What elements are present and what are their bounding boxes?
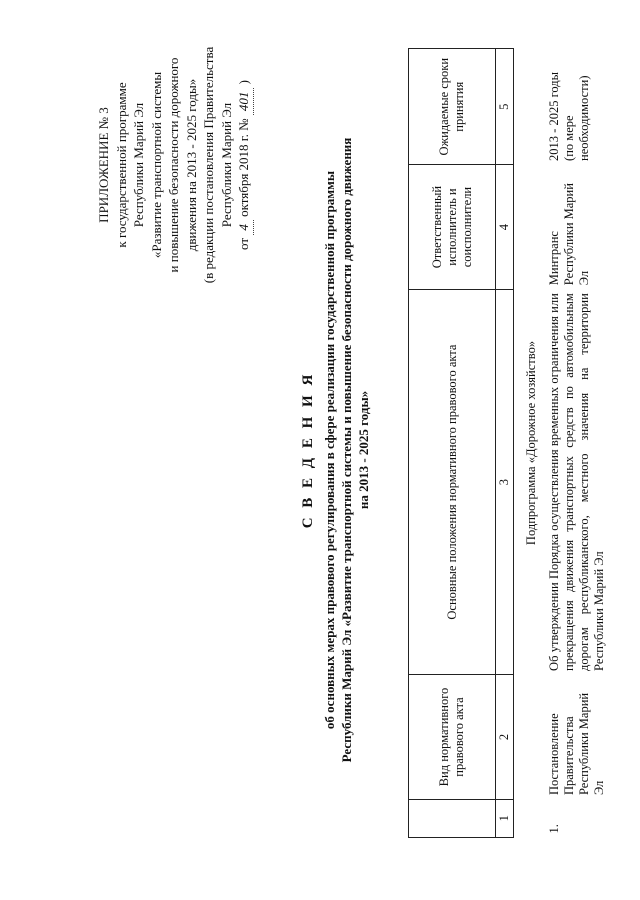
title-main: С В Е Д Е Н И Я (300, 371, 316, 529)
title-line: Республики Марий Эл «Развитие транспортной системы и повышение безопасности дорожного движения (339, 137, 354, 763)
row-term: 2013 - 2025 годы (по мере необходимости) (547, 71, 591, 161)
date-prefix: от (236, 237, 251, 250)
row-number: 1. (547, 824, 561, 834)
header-executor: Ответственный исполнитель и соисполнители (409, 165, 496, 289)
date-rest: октября 2018 г. № (236, 118, 251, 217)
header-main-provisions: Основные положения нормативного правового акта (409, 289, 496, 675)
subprogram-title: Подпрограмма «Дорожное хозяйство» (524, 340, 538, 546)
appendix-line: Республики Марий Эл (131, 102, 146, 228)
header-number (409, 799, 496, 837)
appendix-line: «Развитие транспортной системы (148, 71, 164, 259)
header-act-type: Вид нормативного правового акта (409, 675, 496, 799)
date-close: ) (236, 80, 251, 85)
appendix-date-line (235, 15, 254, 315)
date-day: 4 (235, 220, 254, 235)
appendix-line: ПРИЛОЖЕНИЕ № 3 (96, 107, 111, 223)
column-number: 2 (496, 675, 514, 799)
appendix-line: и повышение безопасности дорожного (166, 57, 181, 273)
row-act-type: Постановление Правительства Республики Марий Эл (547, 692, 606, 796)
table-header-row (409, 49, 496, 838)
measures-table (408, 48, 609, 838)
column-number: 1 (496, 799, 514, 837)
column-number: 3 (496, 289, 514, 675)
appendix-line: Республики Марий Эл (218, 102, 234, 228)
title-line: об основных мерах правового регулирования в сфере реализации государственной программы (322, 170, 337, 730)
column-numbers-row (496, 49, 514, 838)
header-term: Ожидаемые сроки принятия (409, 49, 496, 165)
column-number: 4 (496, 165, 514, 289)
appendix-line: к государственной программе (113, 82, 129, 248)
row-executor: Минтранс Республики Марий Эл (547, 183, 591, 286)
table-row (545, 49, 609, 838)
title-line: на 2013 - 2025 годы» (356, 390, 371, 510)
subprogram-row (514, 49, 546, 838)
appendix-line: движения на 2013 - 2025 годы» (183, 78, 199, 252)
appendix-line: (в редакции постановления Правительства (201, 46, 216, 284)
column-number: 5 (496, 49, 514, 165)
row-content: Об утверждении Порядка осуществления временных ограничения или прекращения движения транспортных средств по автомобильным дорогам республиканского, местного значения на территории Республики Марий Эл (547, 293, 606, 671)
document-title (300, 60, 372, 840)
appendix-block (95, 15, 254, 315)
decree-number: 401 (235, 88, 254, 116)
